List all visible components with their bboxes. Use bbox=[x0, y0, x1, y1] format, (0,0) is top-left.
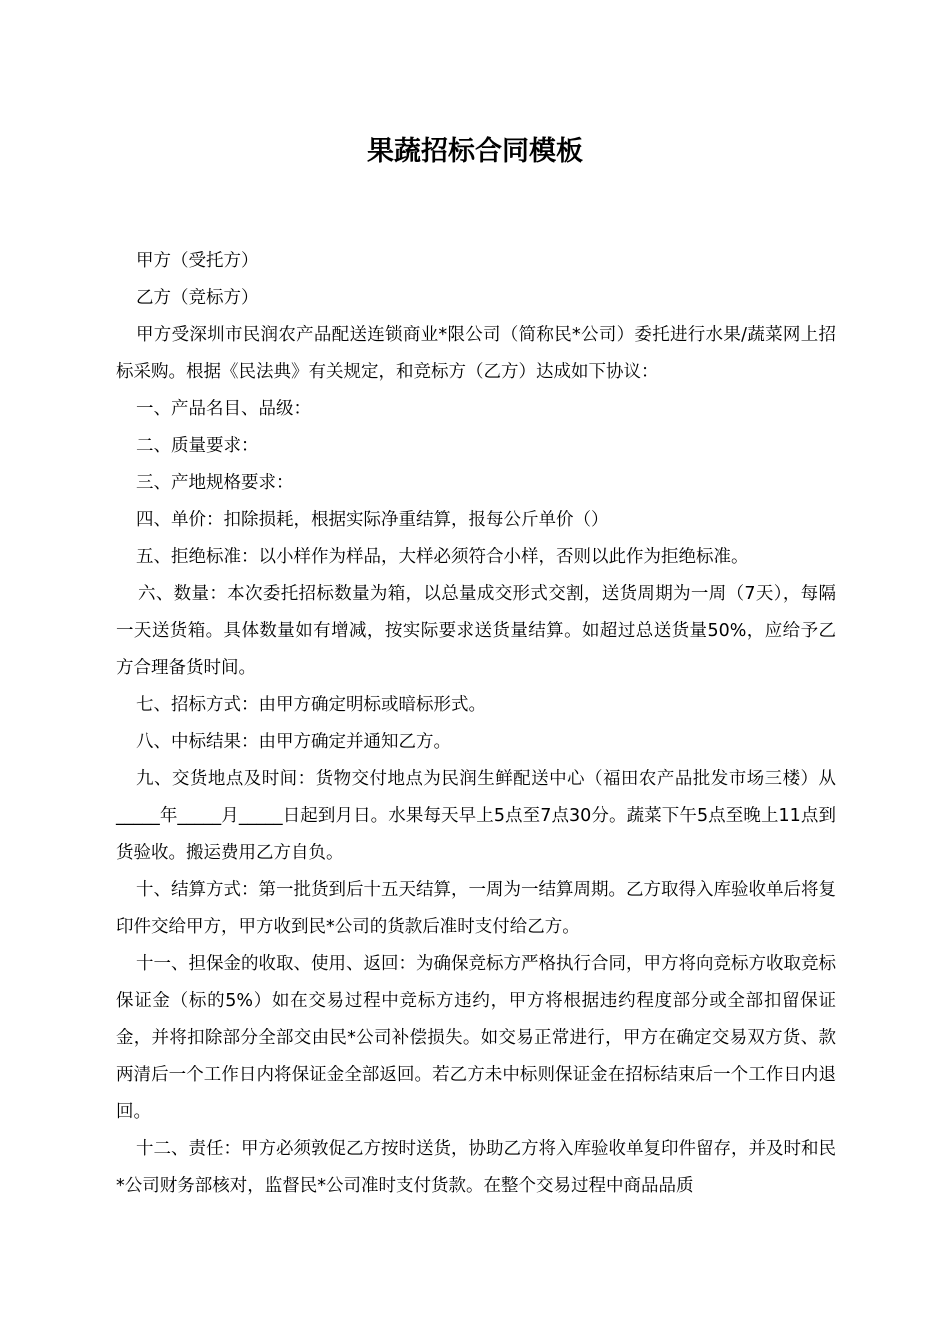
clause-4: 四、单价：扣除损耗，根据实际净重结算，报每公斤单价（） bbox=[136, 510, 609, 530]
clause-9: 九、交货地点及时间：货物交付地点为民润生鲜配送中心（福田农产品批发市场三楼）从_____年_____月_____日起到月日。水果每天早上5点至7点30分。蔬菜下午5点至晚上11点到货验收。搬运费用乙方自负。 bbox=[116, 769, 836, 863]
document-body bbox=[116, 243, 836, 1205]
clause-12: 十二、责任：甲方必须敦促乙方按时送货，协助乙方将入库验收单复印件留存，并及时和民*公司财务部核对，监督民*公司准时支付货款。在整个交易过程中商品品质 bbox=[116, 1139, 836, 1196]
preamble-paragraph: 甲方受深圳市民润农产品配送连锁商业*限公司（简称民*公司）委托进行水果/蔬菜网上招标采购。根据《民法典》有关规定，和竞标方（乙方）达成如下协议： bbox=[116, 325, 836, 382]
clause-3: 三、产地规格要求： bbox=[136, 473, 294, 493]
clause-10: 十、结算方式：第一批货到后十五天结算，一周为一结算周期。乙方取得入库验收单后将复印件交给甲方，甲方收到民*公司的货款后准时支付给乙方。 bbox=[116, 880, 836, 937]
party-a-line: 甲方（受托方） bbox=[136, 251, 259, 271]
party-b-line: 乙方（竞标方） bbox=[136, 288, 259, 308]
clause-7: 七、招标方式：由甲方确定明标或暗标形式。 bbox=[136, 695, 486, 715]
document-title: 果蔬招标合同模板 bbox=[367, 136, 583, 167]
clause-1: 一、产品名目、品级： bbox=[136, 399, 311, 419]
clause-2: 二、质量要求： bbox=[136, 436, 259, 456]
clause-11: 十一、担保金的收取、使用、返回：为确保竞标方严格执行合同，甲方将向竞标方收取竞标保证金（标的5%）如在交易过程中竞标方违约，甲方将根据违约程度部分或全部扣留保证金，并将扣除部分全部交由民*公司补偿损失。如交易正常进行，甲方在确定交易双方货、款两清后一个工作日内将保证金全部返回。若乙方未中标则保证金在招标结束后一个工作日内退回。 bbox=[116, 954, 836, 1122]
clause-6: 六、数量：本次委托招标数量为箱，以总量成交形式交割，送货周期为一周（7天），每隔一天送货箱。具体数量如有增减，按实际要求送货量结算。如超过总送货量50%，应给予乙方合理备货时间。 bbox=[116, 584, 836, 678]
clause-5: 五、拒绝标准：以小样作为样品，大样必须符合小样，否则以此作为拒绝标准。 bbox=[136, 547, 749, 567]
clause-8: 八、中标结果：由甲方确定并通知乙方。 bbox=[136, 732, 451, 752]
